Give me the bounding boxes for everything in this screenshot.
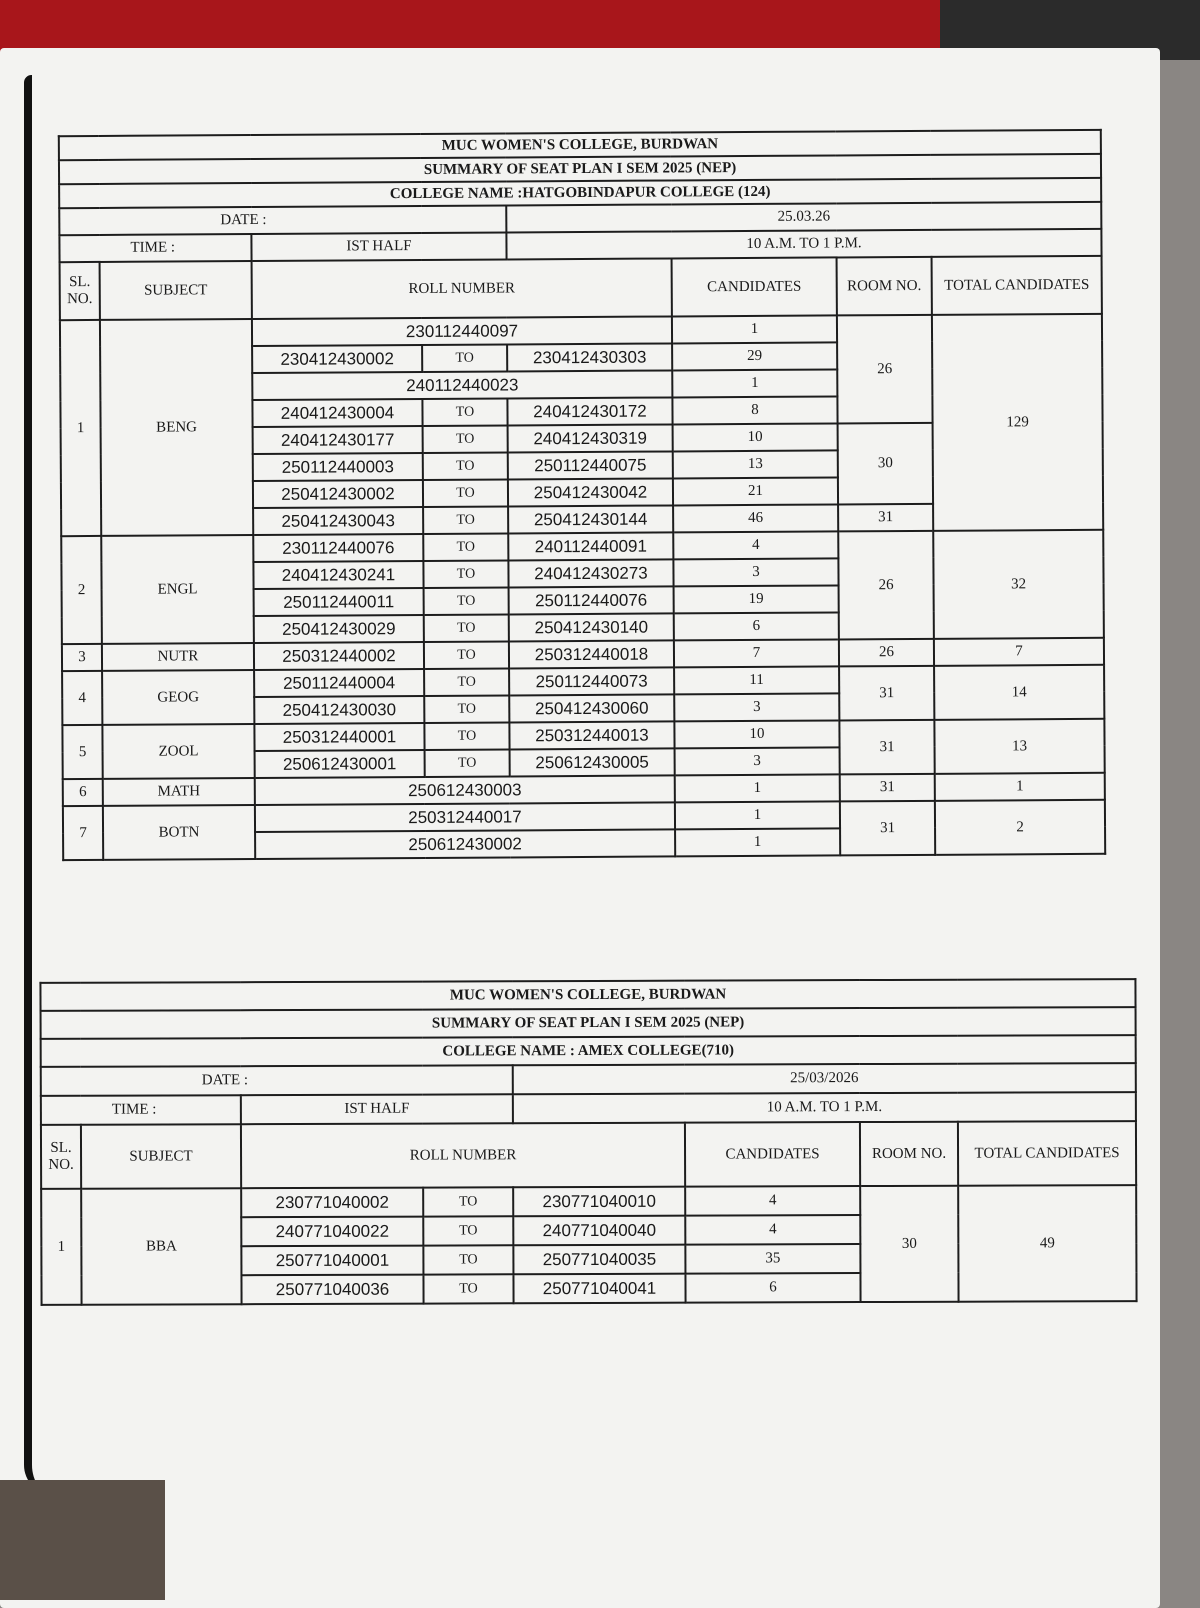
subject-code: MATH [103, 778, 255, 806]
room-number: 30 [860, 1186, 958, 1302]
col-header-roll-number: ROLL NUMBER [241, 1123, 685, 1189]
roll-from: 250112440004 [254, 669, 424, 697]
roll-from: 230112440076 [253, 534, 423, 562]
candidate-count: 3 [675, 747, 840, 775]
room-number: 31 [840, 801, 935, 856]
roll-to: 250612430005 [510, 748, 675, 776]
roll-to: 250412430060 [509, 694, 674, 722]
col-header-candidates: CANDIDATES [672, 257, 837, 316]
col-header-roll-number: ROLL NUMBER [252, 258, 672, 319]
total-candidates: 2 [935, 800, 1105, 855]
room-number: 31 [838, 504, 933, 532]
timing-value: 10 A.M. TO 1 P.M. [506, 229, 1101, 260]
roll-number: 230112440097 [252, 316, 672, 346]
roll-from: 250771040001 [241, 1246, 423, 1276]
to-label: TO [425, 749, 510, 777]
room-number: 26 [838, 531, 934, 640]
serial-number: 4 [62, 671, 102, 725]
candidate-count: 4 [673, 531, 838, 559]
serial-number: 7 [63, 806, 103, 860]
roll-from: 250412430029 [254, 615, 424, 643]
room-number: 31 [839, 720, 934, 775]
candidate-count: 35 [685, 1244, 860, 1274]
date-label: DATE : [59, 205, 506, 235]
roll-from: 230771040002 [241, 1188, 423, 1218]
time-label: TIME : [41, 1095, 241, 1125]
subject-code: ENGL [101, 535, 254, 644]
to-label: TO [423, 1216, 513, 1245]
total-candidates: 7 [934, 638, 1104, 666]
roll-to: 240412430172 [507, 397, 672, 425]
col-header-total: TOTAL CANDIDATES [932, 256, 1102, 315]
date-value: 25/03/2026 [513, 1063, 1136, 1094]
candidate-count: 10 [674, 720, 839, 748]
roll-to: 250412430140 [509, 613, 674, 641]
subject-code: GEOG [102, 670, 254, 725]
roll-to: 240112440091 [508, 532, 673, 560]
roll-from: 250312440002 [254, 642, 424, 670]
room-number: 26 [837, 315, 933, 424]
to-label: TO [423, 479, 508, 507]
roll-to: 250412430042 [508, 478, 673, 506]
to-label: TO [423, 1187, 513, 1216]
total-candidates: 32 [933, 530, 1104, 639]
roll-to: 250312440018 [509, 640, 674, 668]
col-header-subject: SUBJECT [100, 261, 252, 320]
candidate-count: 11 [674, 666, 839, 694]
date-value: 25.03.26 [506, 202, 1101, 233]
room-number: 31 [840, 774, 935, 802]
serial-number: 2 [61, 536, 102, 644]
header-row [60, 256, 1102, 320]
serial-number: 3 [62, 644, 102, 671]
total-candidates: 14 [934, 665, 1104, 720]
roll-number: 250612430003 [255, 775, 675, 805]
roll-from: 250412430002 [253, 480, 423, 508]
candidate-count: 46 [673, 504, 838, 532]
room-number: 31 [839, 666, 934, 721]
to-label: TO [423, 560, 508, 588]
table-row [61, 530, 1103, 563]
seat-plan-table-amex [39, 978, 1137, 1306]
date-label: DATE : [41, 1065, 513, 1096]
to-label: TO [424, 641, 509, 669]
roll-from: 250112440003 [253, 453, 423, 481]
candidate-count: 3 [674, 693, 839, 721]
roll-to: 250412430144 [508, 505, 673, 533]
title-row [41, 1035, 1136, 1067]
candidate-count: 8 [672, 396, 837, 424]
roll-to: 240412430273 [508, 559, 673, 587]
to-label: TO [424, 668, 509, 696]
roll-to: 240412430319 [508, 424, 673, 452]
table-row [41, 1185, 1136, 1218]
candidate-count: 6 [685, 1273, 860, 1303]
roll-from: 250412430030 [254, 696, 424, 724]
roll-to: 250112440075 [508, 451, 673, 479]
to-label: TO [423, 1274, 513, 1303]
total-candidates: 1 [935, 773, 1105, 801]
title-row [41, 1007, 1136, 1039]
timing-value: 10 A.M. TO 1 P.M. [513, 1092, 1136, 1123]
serial-number: 1 [60, 320, 101, 536]
room-number: 30 [838, 423, 933, 505]
to-label: TO [423, 506, 508, 534]
seat-plan-table-hatgobindapur [58, 129, 1106, 861]
candidate-count: 1 [675, 801, 840, 829]
roll-to: 250771040041 [513, 1274, 685, 1304]
roll-from: 250612430001 [255, 750, 425, 778]
date-row [41, 1063, 1136, 1096]
total-candidates: 13 [934, 719, 1104, 774]
college-name: COLLEGE NAME :HATGOBINDAPUR COLLEGE (124) [59, 178, 1101, 208]
candidate-count: 21 [673, 477, 838, 505]
candidate-count: 1 [675, 774, 840, 802]
roll-from: 250312440001 [254, 723, 424, 751]
table-row [63, 800, 1105, 833]
table-row [60, 314, 1102, 347]
candidate-count: 29 [672, 342, 837, 370]
to-label: TO [424, 614, 509, 642]
col-header-sl: SL. NO. [60, 262, 100, 320]
roll-to: 240771040040 [513, 1216, 685, 1246]
roll-from: 240771040022 [241, 1217, 423, 1247]
room-number: 26 [839, 639, 934, 667]
to-label: TO [424, 722, 509, 750]
time-row [41, 1092, 1136, 1125]
candidate-count: 4 [685, 1186, 860, 1216]
subject-code: BENG [100, 319, 253, 536]
serial-number: 1 [41, 1189, 81, 1305]
roll-from: 240412430004 [252, 399, 422, 427]
college-name: COLLEGE NAME : AMEX COLLEGE(710) [41, 1035, 1136, 1067]
candidate-count: 7 [674, 639, 839, 667]
roll-to: 250771040035 [513, 1245, 685, 1275]
roll-from: 240412430241 [253, 561, 423, 589]
roll-number: 250312440017 [255, 802, 675, 832]
to-label: TO [423, 1245, 513, 1274]
to-label: TO [422, 344, 507, 372]
roll-from: 250112440011 [254, 588, 424, 616]
summary-title: SUMMARY OF SEAT PLAN I SEM 2025 (NEP) [59, 154, 1101, 184]
to-label: TO [423, 452, 508, 480]
total-candidates: 49 [958, 1185, 1136, 1302]
to-label: TO [423, 533, 508, 561]
candidate-count: 1 [675, 828, 840, 856]
total-candidates: 129 [932, 314, 1103, 531]
col-header-sl: SL. NO. [41, 1125, 81, 1189]
candidate-count: 6 [674, 612, 839, 640]
candidate-count: 19 [674, 585, 839, 613]
half-label: IST HALF [241, 1094, 513, 1124]
title-row [40, 979, 1135, 1011]
roll-to: 230412430303 [507, 343, 672, 371]
roll-number: 250612430002 [255, 829, 675, 859]
candidate-count: 1 [672, 369, 837, 397]
roll-to: 230771040010 [513, 1187, 685, 1217]
college-title: MUC WOMEN'S COLLEGE, BURDWAN [59, 130, 1101, 160]
col-header-total: TOTAL CANDIDATES [958, 1121, 1136, 1186]
roll-number: 240112440023 [252, 370, 672, 400]
to-label: TO [424, 587, 509, 615]
college-title: MUC WOMEN'S COLLEGE, BURDWAN [40, 979, 1135, 1011]
subject-code: ZOOL [102, 724, 254, 779]
serial-number: 5 [62, 725, 102, 779]
summary-title: SUMMARY OF SEAT PLAN I SEM 2025 (NEP) [41, 1007, 1136, 1039]
to-label: TO [423, 425, 508, 453]
subject-code: NUTR [102, 643, 254, 671]
col-header-candidates: CANDIDATES [685, 1122, 860, 1187]
table-row [62, 665, 1104, 698]
half-label: IST HALF [251, 232, 506, 261]
candidate-count: 1 [672, 315, 837, 343]
subject-code: BBA [81, 1188, 241, 1305]
roll-to: 250112440073 [509, 667, 674, 695]
roll-from: 230412430002 [252, 345, 422, 373]
roll-from: 250412430043 [253, 507, 423, 535]
subject-code: BOTN [103, 805, 255, 860]
roll-to: 250112440076 [509, 586, 674, 614]
header-row [41, 1121, 1136, 1189]
candidate-count: 3 [673, 558, 838, 586]
desk-surface [0, 1480, 165, 1600]
col-header-room: ROOM NO. [860, 1122, 958, 1186]
candidate-count: 13 [673, 450, 838, 478]
roll-from: 250771040036 [241, 1275, 423, 1305]
time-label: TIME : [59, 234, 251, 262]
col-header-subject: SUBJECT [81, 1124, 241, 1189]
table-row [62, 719, 1104, 752]
col-header-room: ROOM NO. [837, 257, 932, 316]
roll-to: 250312440013 [509, 721, 674, 749]
to-label: TO [422, 398, 507, 426]
candidate-count: 10 [673, 423, 838, 451]
to-label: TO [424, 695, 509, 723]
serial-number: 6 [63, 779, 103, 806]
candidate-count: 4 [685, 1215, 860, 1245]
roll-from: 240412430177 [253, 426, 423, 454]
